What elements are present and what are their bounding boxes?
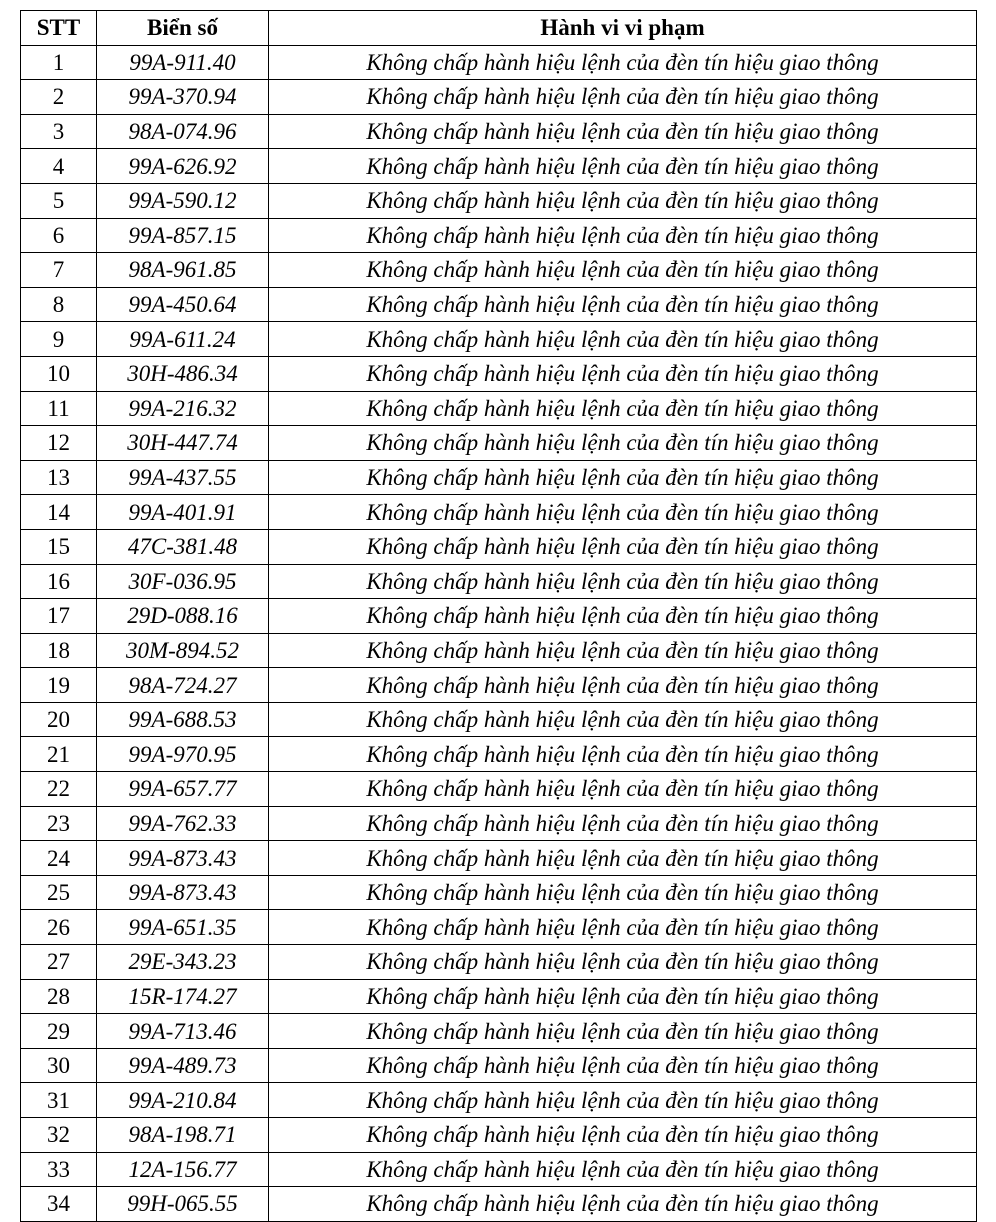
row-violation: Không chấp hành hiệu lệnh của đèn tín hiệu giao thông xyxy=(269,910,977,945)
row-violation: Không chấp hành hiệu lệnh của đèn tín hiệu giao thông xyxy=(269,460,977,495)
table-row xyxy=(21,599,977,634)
row-stt: 2 xyxy=(21,80,97,115)
table-row xyxy=(21,702,977,737)
row-stt: 32 xyxy=(21,1118,97,1153)
row-stt: 20 xyxy=(21,702,97,737)
table-row xyxy=(21,1118,977,1153)
row-stt: 1 xyxy=(21,45,97,80)
row-plate: 99A-857.15 xyxy=(97,218,269,253)
row-violation: Không chấp hành hiệu lệnh của đèn tín hiệu giao thông xyxy=(269,945,977,980)
header-stt: STT xyxy=(21,11,97,46)
table-row xyxy=(21,391,977,426)
row-plate: 98A-724.27 xyxy=(97,668,269,703)
row-plate: 99A-489.73 xyxy=(97,1048,269,1083)
table-row xyxy=(21,1083,977,1118)
row-stt: 16 xyxy=(21,564,97,599)
table-row xyxy=(21,287,977,322)
row-plate: 99A-626.92 xyxy=(97,149,269,184)
row-stt: 8 xyxy=(21,287,97,322)
row-stt: 4 xyxy=(21,149,97,184)
row-stt: 21 xyxy=(21,737,97,772)
table-row xyxy=(21,356,977,391)
table-row xyxy=(21,529,977,564)
row-plate: 30H-486.34 xyxy=(97,356,269,391)
table-row xyxy=(21,737,977,772)
row-violation: Không chấp hành hiệu lệnh của đèn tín hiệu giao thông xyxy=(269,979,977,1014)
table-row xyxy=(21,979,977,1014)
row-violation: Không chấp hành hiệu lệnh của đèn tín hiệu giao thông xyxy=(269,218,977,253)
row-plate: 99H-065.55 xyxy=(97,1187,269,1222)
header-plate: Biển số xyxy=(97,11,269,46)
row-violation: Không chấp hành hiệu lệnh của đèn tín hiệu giao thông xyxy=(269,495,977,530)
table-row xyxy=(21,80,977,115)
table-row xyxy=(21,841,977,876)
row-stt: 24 xyxy=(21,841,97,876)
row-stt: 26 xyxy=(21,910,97,945)
table-row xyxy=(21,875,977,910)
row-plate: 98A-961.85 xyxy=(97,253,269,288)
row-stt: 23 xyxy=(21,806,97,841)
row-plate: 99A-762.33 xyxy=(97,806,269,841)
row-violation: Không chấp hành hiệu lệnh của đèn tín hiệu giao thông xyxy=(269,45,977,80)
row-violation: Không chấp hành hiệu lệnh của đèn tín hiệu giao thông xyxy=(269,80,977,115)
row-plate: 99A-450.64 xyxy=(97,287,269,322)
row-violation: Không chấp hành hiệu lệnh của đèn tín hiệu giao thông xyxy=(269,633,977,668)
row-stt: 27 xyxy=(21,945,97,980)
row-plate: 99A-651.35 xyxy=(97,910,269,945)
row-violation: Không chấp hành hiệu lệnh của đèn tín hiệu giao thông xyxy=(269,253,977,288)
row-violation: Không chấp hành hiệu lệnh của đèn tín hiệu giao thông xyxy=(269,599,977,634)
row-plate: 99A-437.55 xyxy=(97,460,269,495)
row-violation: Không chấp hành hiệu lệnh của đèn tín hiệu giao thông xyxy=(269,391,977,426)
row-violation: Không chấp hành hiệu lệnh của đèn tín hiệu giao thông xyxy=(269,737,977,772)
row-plate: 30M-894.52 xyxy=(97,633,269,668)
row-stt: 6 xyxy=(21,218,97,253)
row-plate: 99A-657.77 xyxy=(97,772,269,807)
row-stt: 17 xyxy=(21,599,97,634)
row-plate: 99A-611.24 xyxy=(97,322,269,357)
row-stt: 25 xyxy=(21,875,97,910)
row-plate: 99A-216.32 xyxy=(97,391,269,426)
row-stt: 5 xyxy=(21,183,97,218)
row-plate: 30H-447.74 xyxy=(97,426,269,461)
row-plate: 12A-156.77 xyxy=(97,1152,269,1187)
row-violation: Không chấp hành hiệu lệnh của đèn tín hiệu giao thông xyxy=(269,668,977,703)
row-plate: 99A-688.53 xyxy=(97,702,269,737)
row-plate: 29D-088.16 xyxy=(97,599,269,634)
row-plate: 47C-381.48 xyxy=(97,529,269,564)
row-violation: Không chấp hành hiệu lệnh của đèn tín hiệu giao thông xyxy=(269,183,977,218)
row-stt: 33 xyxy=(21,1152,97,1187)
row-plate: 29E-343.23 xyxy=(97,945,269,980)
header-violation: Hành vi vi phạm xyxy=(269,11,977,46)
table-row xyxy=(21,668,977,703)
table-row xyxy=(21,1048,977,1083)
row-violation: Không chấp hành hiệu lệnh của đèn tín hiệu giao thông xyxy=(269,1014,977,1049)
row-stt: 15 xyxy=(21,529,97,564)
row-stt: 30 xyxy=(21,1048,97,1083)
row-stt: 34 xyxy=(21,1187,97,1222)
row-violation: Không chấp hành hiệu lệnh của đèn tín hiệu giao thông xyxy=(269,806,977,841)
row-violation: Không chấp hành hiệu lệnh của đèn tín hiệu giao thông xyxy=(269,1118,977,1153)
table-row xyxy=(21,218,977,253)
row-stt: 18 xyxy=(21,633,97,668)
table-row xyxy=(21,426,977,461)
row-stt: 11 xyxy=(21,391,97,426)
header-row xyxy=(21,11,977,46)
row-violation: Không chấp hành hiệu lệnh của đèn tín hiệu giao thông xyxy=(269,149,977,184)
row-violation: Không chấp hành hiệu lệnh của đèn tín hiệu giao thông xyxy=(269,287,977,322)
row-plate: 99A-911.40 xyxy=(97,45,269,80)
table-row xyxy=(21,183,977,218)
row-violation: Không chấp hành hiệu lệnh của đèn tín hiệu giao thông xyxy=(269,1187,977,1222)
table-row xyxy=(21,910,977,945)
violations-table xyxy=(20,10,977,1222)
row-violation: Không chấp hành hiệu lệnh của đèn tín hiệu giao thông xyxy=(269,1048,977,1083)
row-violation: Không chấp hành hiệu lệnh của đèn tín hiệu giao thông xyxy=(269,114,977,149)
row-plate: 98A-198.71 xyxy=(97,1118,269,1153)
row-stt: 10 xyxy=(21,356,97,391)
row-violation: Không chấp hành hiệu lệnh của đèn tín hiệu giao thông xyxy=(269,322,977,357)
violations-table-container xyxy=(20,10,976,1222)
row-plate: 99A-873.43 xyxy=(97,841,269,876)
table-row xyxy=(21,1014,977,1049)
row-violation: Không chấp hành hiệu lệnh của đèn tín hiệu giao thông xyxy=(269,875,977,910)
table-row xyxy=(21,564,977,599)
row-stt: 29 xyxy=(21,1014,97,1049)
row-violation: Không chấp hành hiệu lệnh của đèn tín hiệu giao thông xyxy=(269,529,977,564)
row-violation: Không chấp hành hiệu lệnh của đèn tín hiệu giao thông xyxy=(269,1083,977,1118)
table-row xyxy=(21,945,977,980)
row-violation: Không chấp hành hiệu lệnh của đèn tín hiệu giao thông xyxy=(269,841,977,876)
row-stt: 7 xyxy=(21,253,97,288)
row-violation: Không chấp hành hiệu lệnh của đèn tín hiệu giao thông xyxy=(269,702,977,737)
table-row xyxy=(21,806,977,841)
row-plate: 99A-210.84 xyxy=(97,1083,269,1118)
table-row xyxy=(21,772,977,807)
row-plate: 99A-401.91 xyxy=(97,495,269,530)
table-body xyxy=(21,45,977,1221)
table-row xyxy=(21,45,977,80)
row-violation: Không chấp hành hiệu lệnh của đèn tín hiệu giao thông xyxy=(269,356,977,391)
table-row xyxy=(21,633,977,668)
row-plate: 99A-970.95 xyxy=(97,737,269,772)
table-row xyxy=(21,253,977,288)
row-stt: 9 xyxy=(21,322,97,357)
row-plate: 99A-370.94 xyxy=(97,80,269,115)
table-row xyxy=(21,1152,977,1187)
row-plate: 99A-590.12 xyxy=(97,183,269,218)
table-row xyxy=(21,1187,977,1222)
table-row xyxy=(21,322,977,357)
row-plate: 99A-873.43 xyxy=(97,875,269,910)
table-row xyxy=(21,495,977,530)
row-violation: Không chấp hành hiệu lệnh của đèn tín hiệu giao thông xyxy=(269,564,977,599)
row-plate: 15R-174.27 xyxy=(97,979,269,1014)
table-row xyxy=(21,149,977,184)
row-violation: Không chấp hành hiệu lệnh của đèn tín hiệu giao thông xyxy=(269,426,977,461)
row-stt: 31 xyxy=(21,1083,97,1118)
row-plate: 99A-713.46 xyxy=(97,1014,269,1049)
row-stt: 14 xyxy=(21,495,97,530)
row-plate: 30F-036.95 xyxy=(97,564,269,599)
row-stt: 12 xyxy=(21,426,97,461)
row-violation: Không chấp hành hiệu lệnh của đèn tín hiệu giao thông xyxy=(269,772,977,807)
row-stt: 19 xyxy=(21,668,97,703)
row-stt: 28 xyxy=(21,979,97,1014)
row-violation: Không chấp hành hiệu lệnh của đèn tín hiệu giao thông xyxy=(269,1152,977,1187)
table-header xyxy=(21,11,977,46)
row-stt: 3 xyxy=(21,114,97,149)
table-row xyxy=(21,460,977,495)
row-stt: 13 xyxy=(21,460,97,495)
table-row xyxy=(21,114,977,149)
row-plate: 98A-074.96 xyxy=(97,114,269,149)
row-stt: 22 xyxy=(21,772,97,807)
